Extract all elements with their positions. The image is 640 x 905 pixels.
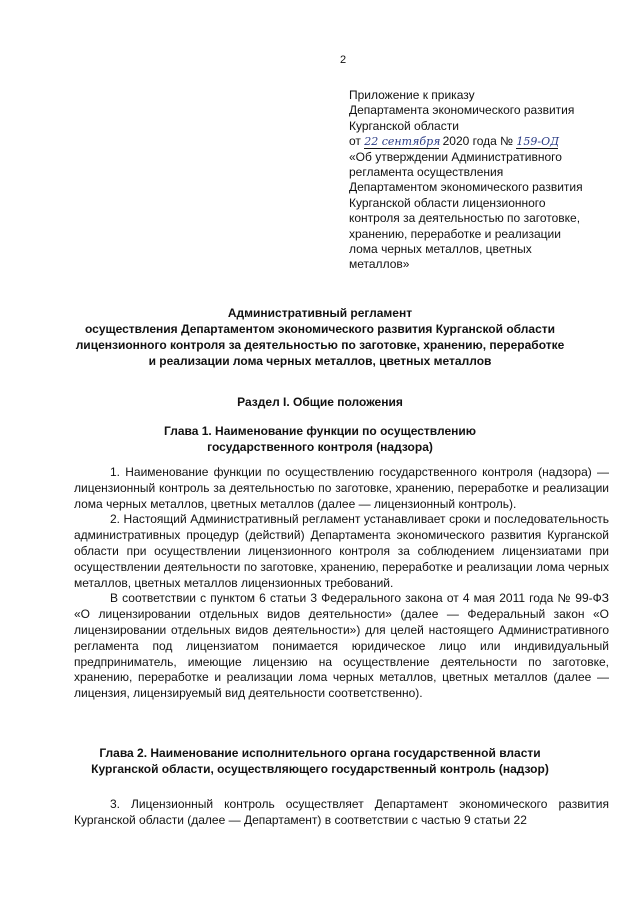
appendix-line: «Об утверждении Административного [349,149,562,164]
paragraph: 3. Лицензионный контроль осуществляет Департамент экономического развития Курганской области (далее — Департамент) в соответствии с частью 9 статьи 22 [74,797,609,827]
page-number: 2 [340,54,347,66]
appendix-line: Курганской области лицензионного [349,195,546,210]
paragraph: В соответствии с пунктом 6 статьи 3 Федерального закона от 4 мая 2011 года № 99-ФЗ «О лицензировании отдельных видов деятельности» (далее — Федеральный закон «О лицензировании отдельных видов деятельности») для целей настоящего Административного регламента под лицензиатом понимается юридическое лицо или индивидуальный предприниматель, имеющие лицензию на осуществление деятельности по заготовке, хранению, переработке и реализации лома черных металлов, цветных металлов (далее — лицензия, лицензируемый вид деятельности соответственно). [74,591,609,701]
title-line: осуществления Департаментом экономического развития Курганской области [84,322,556,336]
chapter-heading-line: Глава 1. Наименование функции по осуществлению [163,424,477,438]
document-title [60,305,580,369]
from-label: от [349,134,361,149]
chapter2-body [74,797,609,829]
appendix-line: металлов» [349,257,410,272]
chapter-heading-line: Курганской области, осуществляющего государственный контроль (надзор) [91,762,549,776]
appendix-line: регламента осуществления [349,165,504,180]
order-date-field [364,135,439,149]
chapter-heading-line: государственного контроля (надзора) [207,440,433,454]
appendix-line: Департамента экономического развития [349,103,575,118]
appendix-line: Приложение к приказу [349,88,475,102]
order-date-line [349,134,619,149]
appendix-line: контроля за деятельностью по заготовке, [349,211,581,226]
chapter-heading [70,423,570,455]
order-year-text: 2020 года № [442,134,514,149]
appendix-line: Курганской области [349,118,459,133]
appendix-block [349,88,619,273]
paragraph: 1. Наименование функции по осуществлению государственного контроля (надзора) — лицензионный контроль за деятельностью по заготовке, хранению, переработке и реализации лома черных металлов, цветных металлов (далее — лицензионный контроль). [74,465,609,511]
order-number-field [516,135,558,149]
chapter-heading-line: Глава 2. Наименование исполнительного органа государственной власти [99,746,541,760]
appendix-line: хранению, переработке и реализации [349,226,561,241]
chapter-heading [70,745,570,777]
appendix-line: лома черных металлов, цветных [349,242,532,257]
appendix-line: Департаментом экономического развития [349,180,583,195]
title-line: лицензионного контроля за деятельностью по заготовке, хранению, переработке [75,338,565,352]
handwritten-number: 159-ОД [516,135,560,149]
paragraph: 2. Настоящий Административный регламент устанавливает сроки и последовательность административных процедур (действий) Департамента экономического развития Курганской области при осуществлении лицензионного контроля за соблюдением лицензиатами при осуществлении деятельности по заготовке, хранению, переработке и реализации лома черных металлов, цветных металлов лицензионных требований. [74,512,609,590]
chapter1-body [74,465,609,702]
title-line: Административный регламент [227,306,413,320]
title-line: и реализации лома черных металлов, цветных металлов [148,354,492,368]
section-heading: Раздел I. Общие положения [237,395,403,409]
handwritten-date: 22 сентября [364,135,441,149]
